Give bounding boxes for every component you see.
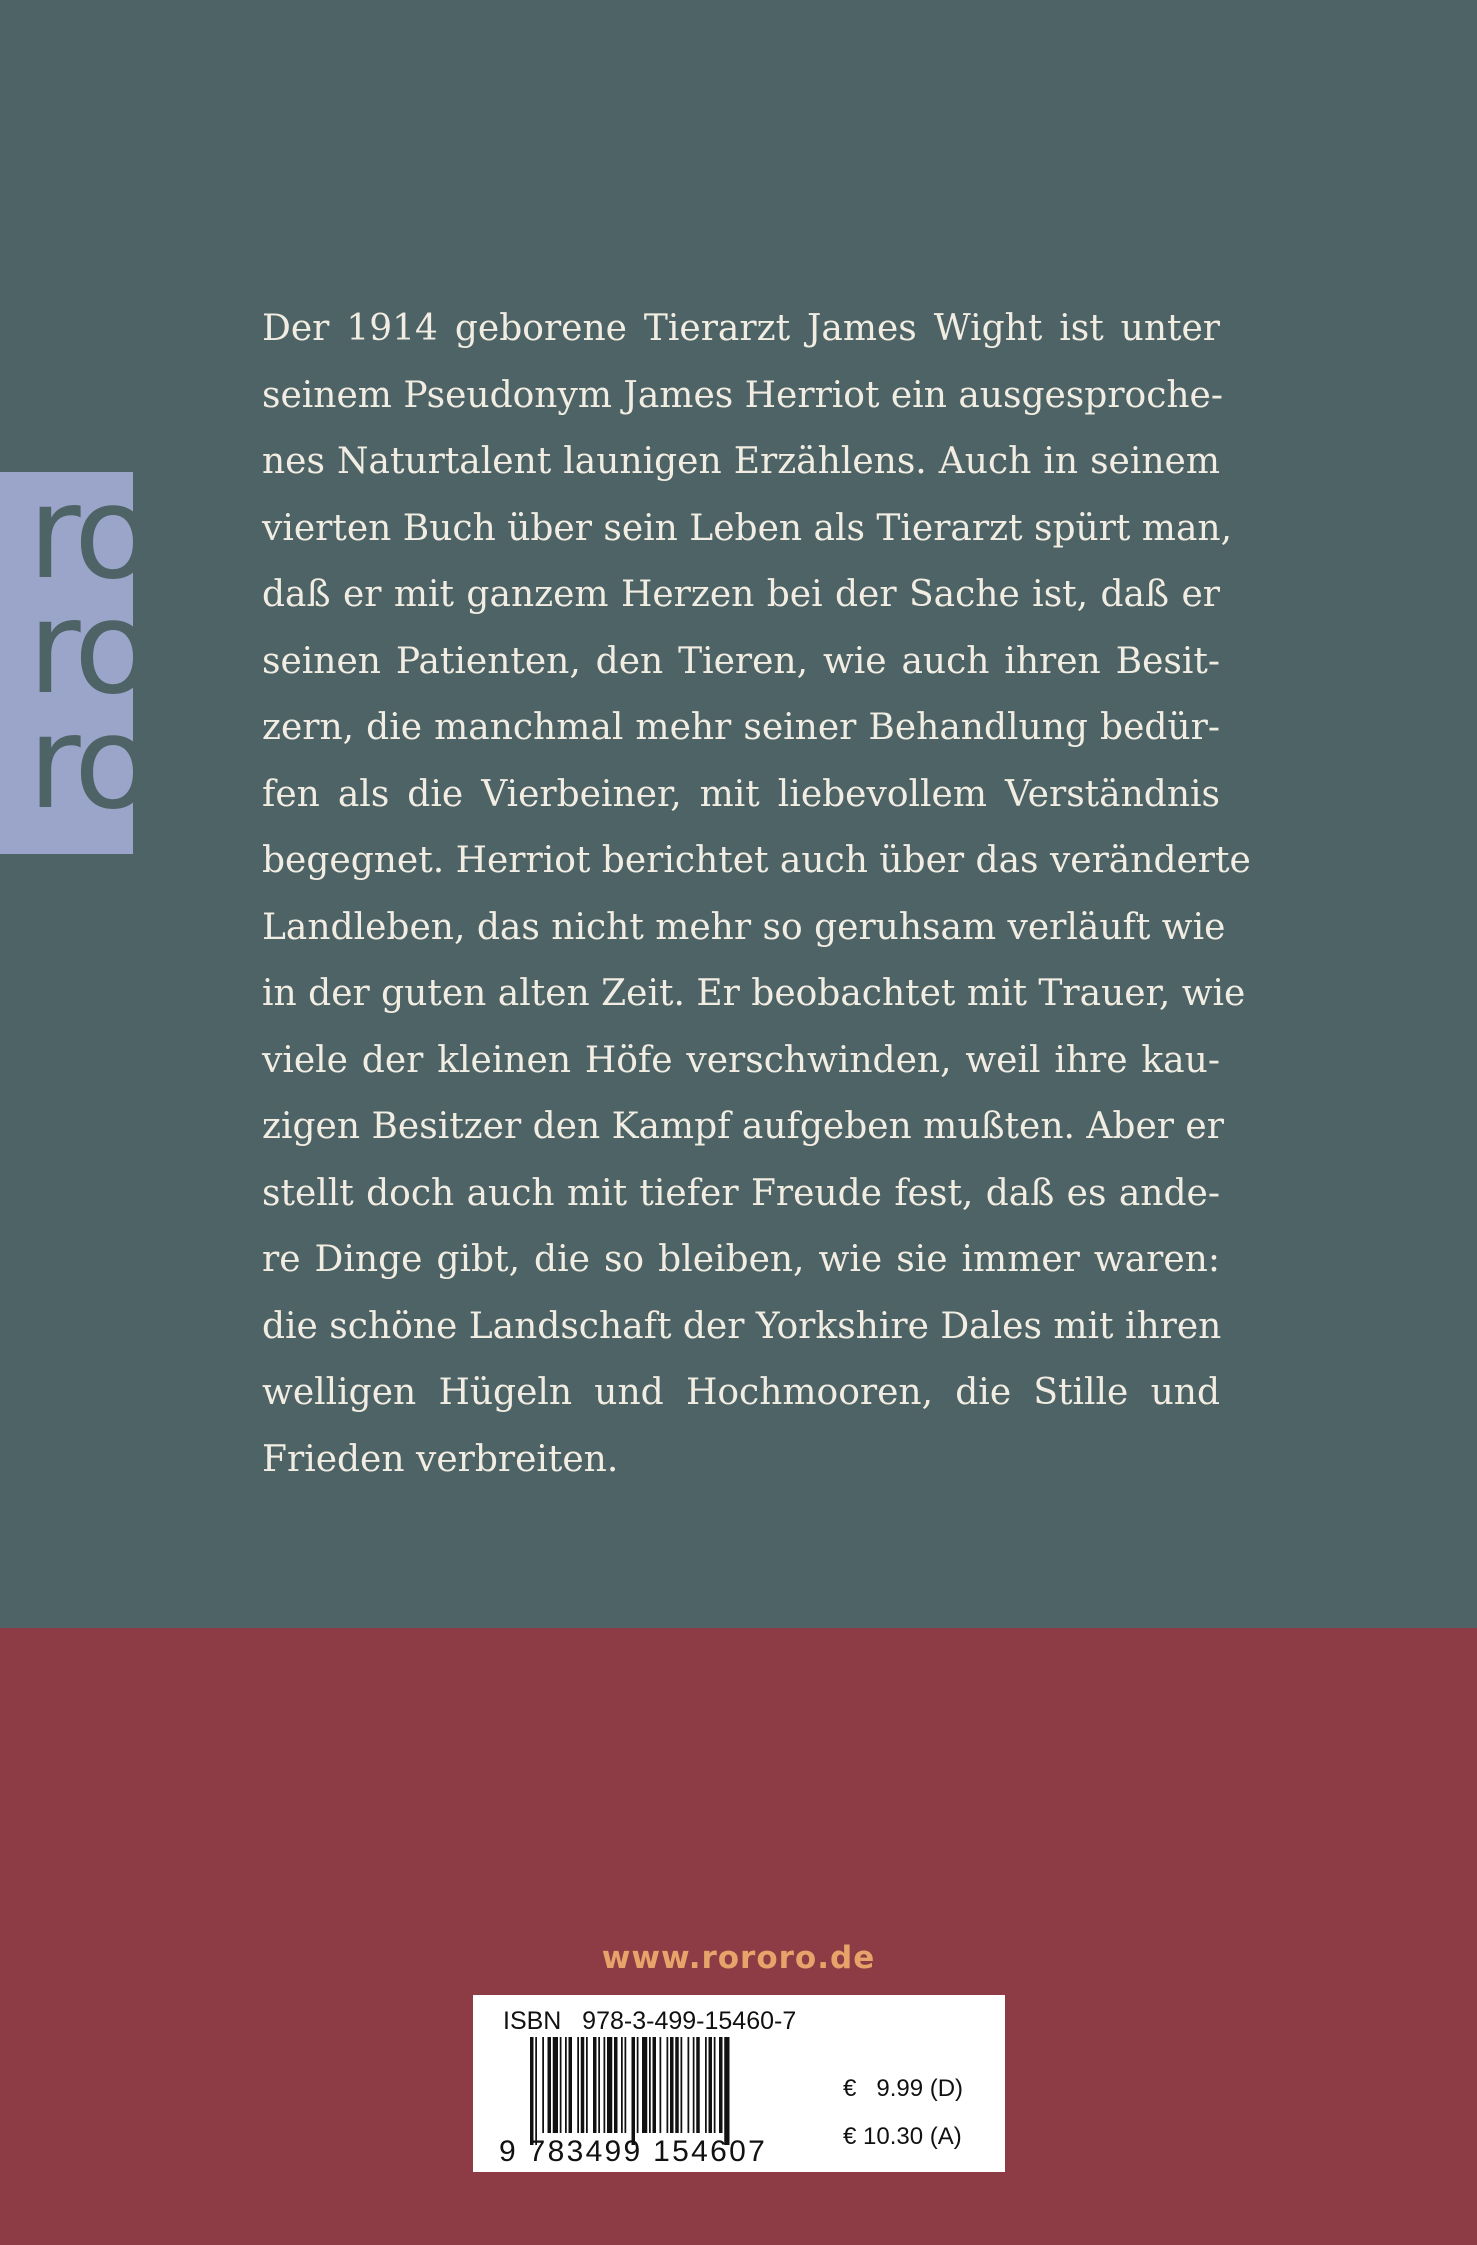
blurb-line: viele der kleinen Höfe verschwinden, weil ihre kau-	[262, 1039, 1220, 1081]
barcode-bar	[535, 2037, 537, 2145]
barcode-bar	[705, 2037, 707, 2133]
rororo-logo	[0, 459, 149, 854]
isbn-price-label	[473, 1995, 1005, 2172]
barcode-bar	[632, 2037, 636, 2145]
blurb-line: welligen Hügeln und Hochmooren, die Stille und	[262, 1372, 1220, 1413]
barcode-bar	[604, 2037, 606, 2133]
barcode-bar	[625, 2037, 627, 2133]
barcode-bar	[607, 2037, 612, 2133]
barcode-bar	[709, 2037, 713, 2133]
blurb-line: stellt doch auch mit tiefer Freude fest, daß es ande-	[262, 1172, 1220, 1214]
barcode-bar	[530, 2037, 534, 2145]
barcode-bar	[542, 2037, 544, 2133]
blurb-line: Landleben, das nicht mehr so geruhsam verläuft wie	[262, 906, 1226, 948]
isbn-number: ISBN 978-3-499-15460-7	[503, 2007, 797, 2035]
price-germany: € 9.99 (D)	[843, 2075, 964, 2102]
blurb-line: re Dinge gibt, die so bleiben, wie sie immer waren:	[262, 1239, 1220, 1280]
blurb-line: seinen Patienten, den Tieren, wie auch ihren Besit-	[262, 640, 1220, 682]
logo-line: ro	[28, 689, 149, 838]
barcode-bar	[670, 2037, 674, 2133]
barcode-bar	[593, 2037, 597, 2133]
logo-line: ro	[28, 459, 149, 608]
barcode-bar	[714, 2037, 716, 2133]
barcode-bar	[696, 2037, 700, 2133]
barcode-bar	[724, 2037, 729, 2145]
barcode-bar	[719, 2037, 723, 2133]
barcode-bar	[660, 2037, 662, 2133]
barcode	[530, 2037, 806, 2145]
barcode-bar	[693, 2037, 695, 2133]
barcode-bar	[598, 2037, 600, 2133]
blurb-line: fen als die Vierbeiner, mit liebevollem Verständnis	[262, 773, 1220, 815]
barcode-bar	[565, 2037, 567, 2133]
barcode-bar	[621, 2037, 623, 2133]
barcode-bar	[675, 2037, 679, 2133]
barcode-bar	[637, 2037, 639, 2133]
blurb-line: nes Naturtalent launigen Erzählens. Auch in seinem	[262, 441, 1220, 482]
barcode-digits: 9 783499 154607	[499, 2135, 768, 2168]
barcode-bar	[642, 2037, 647, 2133]
barcode-bar	[667, 2037, 669, 2133]
barcode-bar	[614, 2037, 618, 2133]
barcode-bar	[688, 2037, 690, 2133]
barcode-bar	[553, 2037, 558, 2133]
blurb-line: zigen Besitzer den Kampf aufgeben mußten. Aber er	[262, 1106, 1224, 1147]
blurb-line: zern, die manchmal mehr seiner Behandlung bedür-	[262, 707, 1220, 748]
blurb-line: in der guten alten Zeit. Er beobachtet mit Trauer, wie	[262, 973, 1246, 1014]
barcode-bar	[649, 2037, 651, 2133]
blurb-line: vierten Buch über sein Leben als Tierarzt spürt man,	[262, 507, 1233, 549]
barcode-bar	[586, 2037, 588, 2133]
website-url[interactable]: www.rororo.de	[601, 1940, 876, 1976]
blurb-line: begegnet. Herriot berichtet auch über das veränderte	[262, 840, 1251, 881]
barcode-bar	[681, 2037, 683, 2133]
book-blurb	[262, 296, 1251, 1493]
barcode-bar	[560, 2037, 562, 2133]
blurb-line: daß er mit ganzem Herzen bei der Sache ist, daß er	[262, 574, 1220, 615]
barcode-bar	[548, 2037, 552, 2133]
blurb-line: Frieden verbreiten.	[262, 1438, 619, 1480]
barcode-bar	[653, 2037, 657, 2133]
blurb-line: seinem Pseudonym James Herriot ein ausgesproche-	[262, 374, 1224, 416]
barcode-bar	[569, 2037, 573, 2133]
logo-line: ro	[28, 574, 149, 723]
barcode-bar	[577, 2037, 579, 2133]
blurb-line: Der 1914 geborene Tierarzt James Wight ist unter	[262, 308, 1220, 349]
barcode-bar	[581, 2037, 585, 2133]
price-austria: € 10.30 (A)	[843, 2123, 962, 2150]
blurb-line: die schöne Landschaft der Yorkshire Dales mit ihren	[262, 1305, 1222, 1347]
